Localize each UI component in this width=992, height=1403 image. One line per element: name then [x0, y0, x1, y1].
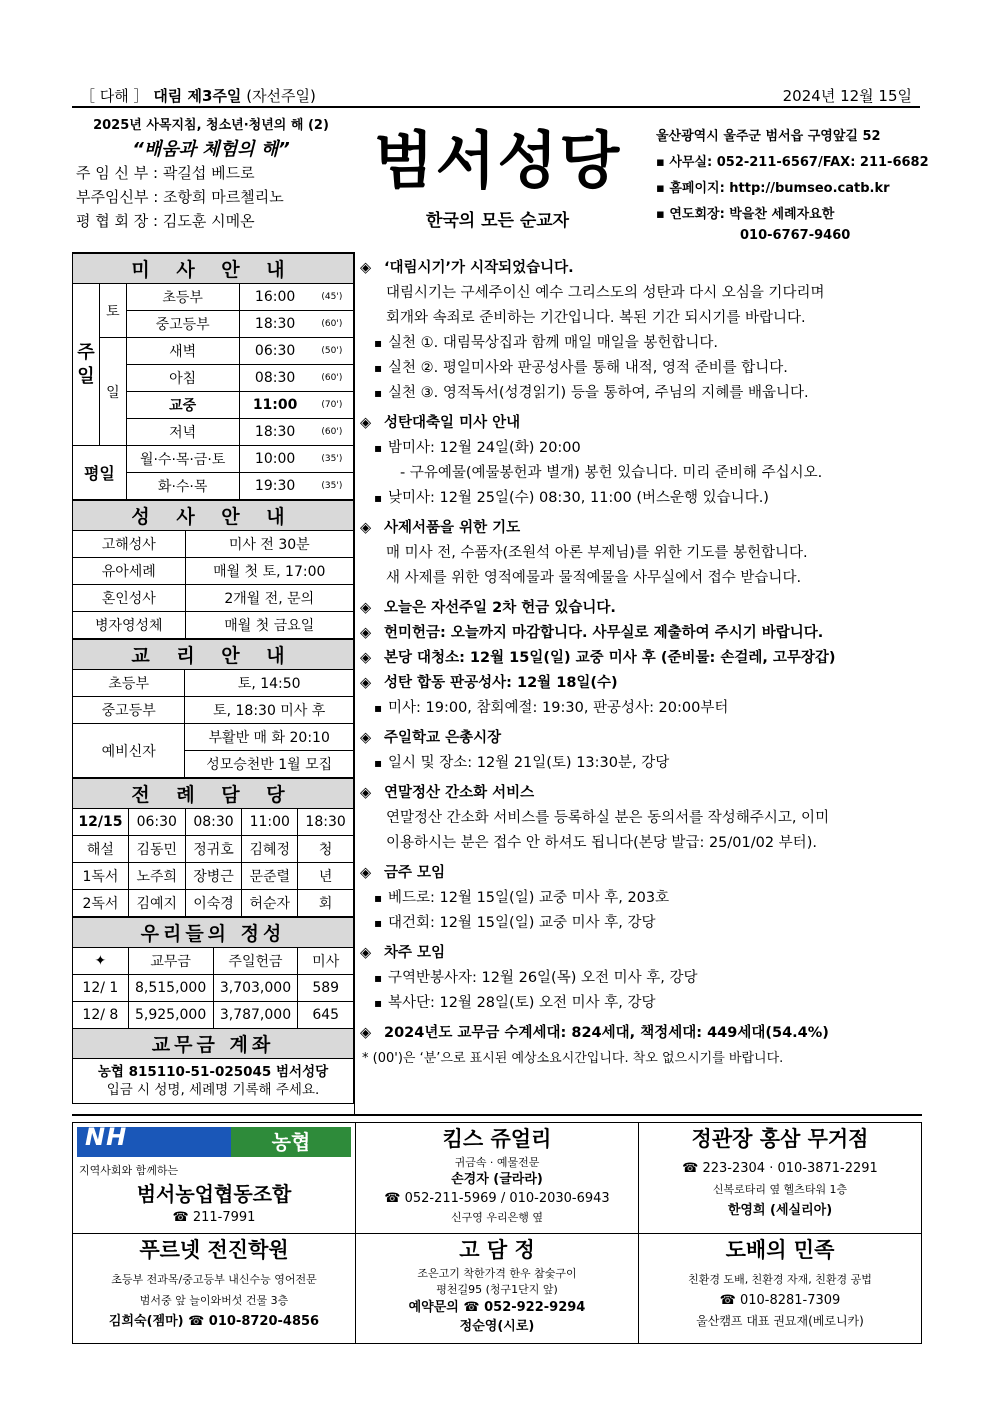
offering-table — [72, 917, 354, 1059]
left-info-column — [72, 252, 354, 1104]
parish-title: 범서성당 — [373, 124, 622, 197]
liturgy-header: 06:30 — [128, 809, 185, 836]
office-phone: ▪ 사무실: 052-211-6567/FAX: 211-6682 — [656, 155, 929, 170]
notice-bullet: ▪ 낮미사: 12월 25일(수) 08:30, 11:00 (버스운행 있습니다.) — [360, 486, 922, 511]
mass-name: 초등부 — [126, 284, 239, 311]
account-title: 교무금 계좌 — [73, 1029, 354, 1059]
sacrament-value: 매월 첫 토, 17:00 — [185, 558, 353, 585]
diamond-icon: ◈ — [360, 600, 372, 616]
ad-line: 평천길95 (청구1단지 앞) — [436, 1283, 558, 1296]
mass-name: 중고등부 — [126, 311, 239, 338]
mass-duration: (70') — [311, 392, 354, 419]
table-row — [73, 863, 354, 890]
account-note: 입금 시 성명, 세례명 기록해 주세요. — [106, 1082, 320, 1098]
mass-time: 08:30 — [239, 365, 311, 392]
notices — [360, 256, 922, 1071]
ad-phone: 예약문의 ☎ 052-922-9294 — [408, 1300, 586, 1315]
liturgy-cell: 문준렬 — [242, 863, 298, 890]
catechism-value: 토, 14:50 — [185, 670, 354, 697]
ad-phone: ☎ 223-2304 · 010-3871-2291 — [682, 1161, 878, 1176]
liturgy-table — [72, 778, 354, 917]
nonghyup-logo: 농협 — [231, 1127, 351, 1157]
notice-text: 대림시기는 구세주이신 예수 그리스도의 성탄과 다시 오심을 기다리며 — [386, 285, 825, 301]
issue-label: ［ 다해 ］ 대림 제3주일 (자선주일) — [80, 87, 316, 105]
ad-name: 도배의 민족 — [725, 1238, 835, 1262]
mass-duration: (60') — [311, 419, 354, 446]
parish-subtitle: 한국의 모든 순교자 — [425, 211, 570, 231]
offering-title: 우리들의 정성 — [73, 918, 354, 948]
chair-phone: 010-6767-9460 — [740, 228, 851, 243]
liturgy-header: 12/15 — [73, 809, 129, 836]
mass-duration: (50') — [311, 338, 354, 365]
liturgy-header: 08:30 — [185, 809, 242, 836]
mass-time: 11:00 — [239, 392, 311, 419]
mass-duration: (60') — [311, 365, 354, 392]
sacrament-value: 미사 전 30분 — [185, 531, 353, 558]
mass-name: 저녁 — [126, 419, 239, 446]
mass-name: 화·수·목 — [126, 473, 239, 500]
catechism-table — [72, 639, 354, 778]
notice-bullet: ▪ 복사단: 12월 28일(토) 오전 미사 후, 강당 — [360, 991, 922, 1016]
ad-name: 범서농업협동조합 — [136, 1182, 292, 1206]
ad-purenet — [73, 1234, 356, 1343]
staff-pastor: 주 임 신 부 : 곽길섭 베드로 — [76, 164, 255, 182]
sparkle-icon: ✦ — [73, 948, 129, 975]
notice-heading: ◈ 사제서품을 위한 기도 — [360, 516, 922, 541]
header-staff — [72, 114, 350, 233]
homepage-link[interactable]: ▪ 홈페이지: http://bumseo.catb.kr — [656, 181, 890, 196]
liturgy-cell: 허순자 — [242, 890, 298, 917]
notice-text: 이용하시는 분은 접수 안 하셔도 됩니다(본당 발급: 25/01/02 부터). — [386, 835, 817, 851]
column-divider — [354, 252, 355, 1114]
liturgy-cell: 1독서 — [73, 863, 129, 890]
mass-table — [72, 253, 354, 500]
table-row — [73, 890, 354, 917]
liturgy-cell: 장병근 — [185, 863, 242, 890]
table-row — [73, 836, 354, 863]
liturgy-header: 11:00 — [242, 809, 298, 836]
sacrament-name: 병자영성체 — [73, 612, 186, 639]
ad-line: 초등부 전과목/중고등부 내신수능 영어전문 — [111, 1273, 317, 1286]
address: 울산광역시 울주군 범서읍 구영앞길 52 — [656, 129, 881, 144]
mass-name: 월·수·목·금·토 — [126, 446, 239, 473]
weekday-label: 평일 — [73, 446, 127, 500]
table-row — [73, 975, 354, 1002]
notice-heading: ◈ 헌미헌금: 오늘까지 마감합니다. 사무실로 제출하여 주시기 바랍니다. — [360, 621, 922, 646]
ad-name: 푸르넷 전진학원 — [139, 1238, 289, 1262]
catechism-name: 중고등부 — [73, 697, 185, 724]
liturgy-cell: 이숙경 — [185, 890, 242, 917]
notice-text: 연말정산 간소화 서비스를 등록하실 분은 동의서를 작성해주시고, 이미 — [386, 810, 830, 826]
motto-line2: “배움과 체험의 해” — [132, 139, 290, 160]
ad-jeonggwanjang — [639, 1123, 921, 1234]
ad-phone: ☎ 211-7991 — [172, 1210, 256, 1225]
liturgy-cell: 김혜정 — [242, 836, 298, 863]
mass-time: 18:30 — [239, 311, 311, 338]
sacrament-title: 성 사 안 내 — [73, 501, 354, 531]
mass-duration: (60') — [311, 311, 354, 338]
offering-cell: 3,787,000 — [213, 1002, 298, 1029]
catechism-value: 부활반 매 화 20:10 — [185, 724, 354, 751]
sunday-label: 주일 — [73, 284, 100, 446]
sacrament-value: 2개월 전, 문의 — [185, 585, 353, 612]
diamond-icon: ◈ — [360, 415, 372, 431]
offering-cell: 3,703,000 — [213, 975, 298, 1002]
offering-cell: 589 — [298, 975, 354, 1002]
ad-dobae — [639, 1234, 921, 1343]
ad-line: 손경자 (글라라) — [451, 1172, 543, 1187]
sacrament-value: 매월 첫 금요일 — [185, 612, 353, 639]
mass-title: 미 사 안 내 — [73, 254, 354, 284]
offering-header: 주일헌금 — [213, 948, 298, 975]
liturgy-cell: 해설 — [73, 836, 129, 863]
sponsor-ads — [72, 1122, 922, 1344]
offering-cell: 645 — [298, 1002, 354, 1029]
liturgy-cell: 회 — [298, 890, 354, 917]
diamond-icon: ◈ — [360, 1025, 372, 1041]
sacrament-name: 혼인성사 — [73, 585, 186, 612]
ad-phone: ☎ 010-8281-7309 — [719, 1293, 841, 1308]
notice-bullet: ▪ 베드로: 12월 15일(일) 교중 미사 후, 203호 — [360, 886, 922, 911]
mass-time: 16:00 — [239, 284, 311, 311]
liturgy-cell: 김동민 — [128, 836, 185, 863]
chair: ▪ 연도회장: 박을찬 세례자요한 — [656, 207, 835, 222]
mass-time: 18:30 — [239, 419, 311, 446]
mass-duration: (35') — [311, 473, 354, 500]
notice-bullet: ▪ 일시 및 장소: 12월 21일(토) 13:30분, 강당 — [360, 751, 922, 776]
mass-duration: (45') — [311, 284, 354, 311]
offering-cell: 12/ 1 — [73, 975, 129, 1002]
sacrament-name: 고해성사 — [73, 531, 186, 558]
notice-bullet: ▪ 실천 ①. 대림묵상집과 함께 매일 매일을 봉헌합니다. — [360, 331, 922, 356]
catechism-value: 성모승천반 1월 모집 — [185, 751, 354, 778]
notice-bullet: ▪ 미사: 19:00, 참회예절: 19:30, 판공성사: 20:00부터 — [360, 696, 922, 721]
notice-subtext: - 구유예물(예물봉헌과 별개) 봉헌 있습니다. 미리 준비해 주십시오. — [400, 465, 823, 481]
ad-line: 울산캠프 대표 권묘재(베로니카) — [696, 1314, 864, 1328]
notice-heading: ◈ ‘대림시기’가 시작되었습니다. — [360, 256, 922, 281]
notice-bullet: ▪ 구역반봉사자: 12월 26일(목) 오전 미사 후, 강당 — [360, 966, 922, 991]
nh-logo-banner — [77, 1123, 351, 1157]
mass-time: 19:30 — [239, 473, 311, 500]
notice-bullet: ▪ 실천 ③. 영적독서(성경읽기) 등을 통하여, 주님의 지혜를 배웁니다. — [360, 381, 922, 406]
offering-header: 교무금 — [128, 948, 213, 975]
diamond-icon: ◈ — [360, 675, 372, 691]
liturgy-cell: 청 — [298, 836, 354, 863]
mass-time: 10:00 — [239, 446, 311, 473]
notice-heading: ◈ 2024년도 교무금 수계세대: 824세대, 책정세대: 449세대(54.4%) — [360, 1021, 922, 1046]
ad-nonghyup — [73, 1123, 356, 1234]
ad-phone: ☎ 052-211-5969 / 010-2030-6943 — [384, 1191, 610, 1206]
ad-name: 킴스 쥬얼리 — [442, 1127, 552, 1151]
footnote: * (00')은 ‘분’으로 표시된 예상소요시간입니다. 착오 없으시기를 바랍니다. — [362, 1051, 784, 1066]
ad-line: 귀금속 · 예물전문 — [454, 1156, 540, 1169]
notice-heading: ◈ 성탄대축일 미사 안내 — [360, 411, 922, 436]
sacrament-name: 유아세례 — [73, 558, 186, 585]
ad-name: 고 담 정 — [459, 1238, 535, 1262]
diamond-icon: ◈ — [360, 945, 372, 961]
ad-line: 범서중 앞 늘이와버섯 건물 3층 — [139, 1294, 289, 1307]
notice-heading: ◈ 성탄 합동 판공성사: 12월 18일(수) — [360, 671, 922, 696]
ad-line: 조은고기 착한가격 한우 참숯구이 — [417, 1267, 577, 1280]
liturgy-cell: 년 — [298, 863, 354, 890]
sun-label: 일 — [99, 338, 126, 446]
ad-line: 지역사회와 함께하는 — [79, 1164, 179, 1177]
table-row — [73, 1002, 354, 1029]
notice-heading: ◈ 차주 모임 — [360, 941, 922, 966]
ad-line: 신구영 우리은행 옆 — [450, 1211, 543, 1224]
mass-name: 교중 — [126, 392, 239, 419]
diamond-icon: ◈ — [360, 650, 372, 666]
notice-heading: ◈ 오늘은 자선주일 2차 헌금 있습니다. — [360, 596, 922, 621]
notice-text: 매 미사 전, 수품자(조원석 아론 부제님)를 위한 기도를 봉헌합니다. — [386, 545, 808, 561]
diamond-icon: ◈ — [360, 730, 372, 746]
liturgy-title: 전 례 담 당 — [73, 779, 354, 809]
ad-phone: 김희숙(젬마) ☎ 010-8720-4856 — [108, 1314, 320, 1329]
notice-heading: ◈ 연말정산 간소화 서비스 — [360, 781, 922, 806]
offering-header: 미사 — [298, 948, 354, 975]
mass-name: 아침 — [126, 365, 239, 392]
header-contact — [656, 124, 929, 244]
section-divider — [72, 1114, 922, 1116]
motto-line1: 2025년 사목지침, 청소년·청년의 해 (2) — [93, 118, 329, 133]
ad-kims-jewelry — [356, 1123, 639, 1234]
catechism-name: 예비신자 — [73, 724, 185, 778]
mass-name: 새벽 — [126, 338, 239, 365]
liturgy-cell: 김예지 — [128, 890, 185, 917]
account-number: 농협 815110-51-025045 범서성당 — [97, 1064, 329, 1080]
issue-date: 2024년 12월 15일 — [782, 87, 912, 105]
bank-account — [72, 1059, 354, 1104]
notice-text: 새 사제를 위한 영적예물과 물적예물을 사무실에서 접수 받습니다. — [386, 570, 802, 586]
mass-time: 06:30 — [239, 338, 311, 365]
ad-line: 친환경 도배, 친환경 자재, 친환경 공법 — [688, 1273, 872, 1286]
notice-heading: ◈ 금주 모임 — [360, 861, 922, 886]
nh-logo: NH — [85, 1123, 128, 1151]
staff-assistant: 부주임신부 : 조항희 마르첼리노 — [76, 188, 284, 206]
catechism-name: 초등부 — [73, 670, 185, 697]
notice-heading: ◈ 본당 대청소: 12월 15일(일) 교중 미사 후 (준비물: 손걸레, 고무장갑) — [360, 646, 922, 671]
ad-line: 한영희 (세실리아) — [727, 1203, 833, 1218]
diamond-icon: ◈ — [360, 865, 372, 881]
notice-text: 회개와 속죄로 준비하는 기간입니다. 복된 기간 되시기를 바랍니다. — [386, 310, 806, 326]
sacrament-table — [72, 500, 354, 639]
ad-name: 정관장 홍삼 무거점 — [691, 1127, 869, 1151]
diamond-icon: ◈ — [360, 785, 372, 801]
diamond-icon: ◈ — [360, 260, 372, 276]
liturgy-cell: 2독서 — [73, 890, 129, 917]
mass-duration: (35') — [311, 446, 354, 473]
ad-line: 신복로타리 옆 헬츠타워 1층 — [712, 1183, 848, 1196]
notice-heading: ◈ 주일학교 은총시장 — [360, 726, 922, 751]
issue-bar — [72, 82, 920, 108]
offering-cell: 12/ 8 — [73, 1002, 129, 1029]
notice-bullet: ▪ 대건회: 12월 15일(일) 교중 미사 후, 강당 — [360, 911, 922, 936]
offering-cell: 8,515,000 — [128, 975, 213, 1002]
catechism-title: 교 리 안 내 — [73, 640, 354, 670]
ad-line: 정순영(시로) — [459, 1319, 535, 1334]
staff-council: 평 협 회 장 : 김도훈 시메온 — [76, 212, 255, 230]
catechism-value: 토, 18:30 미사 후 — [185, 697, 354, 724]
liturgy-header: 18:30 — [298, 809, 354, 836]
diamond-icon: ◈ — [360, 625, 372, 641]
liturgy-cell: 정귀호 — [185, 836, 242, 863]
notice-bullet: ▪ 밤미사: 12월 24일(화) 20:00 — [360, 436, 922, 461]
notice-bullet: ▪ 실천 ②. 평일미사와 판공성사를 통해 내적, 영적 준비를 합니다. — [360, 356, 922, 381]
ad-godamjeong — [356, 1234, 639, 1343]
liturgy-cell: 노주희 — [128, 863, 185, 890]
sat-label: 토 — [99, 284, 126, 338]
offering-cell: 5,925,000 — [128, 1002, 213, 1029]
diamond-icon: ◈ — [360, 520, 372, 536]
